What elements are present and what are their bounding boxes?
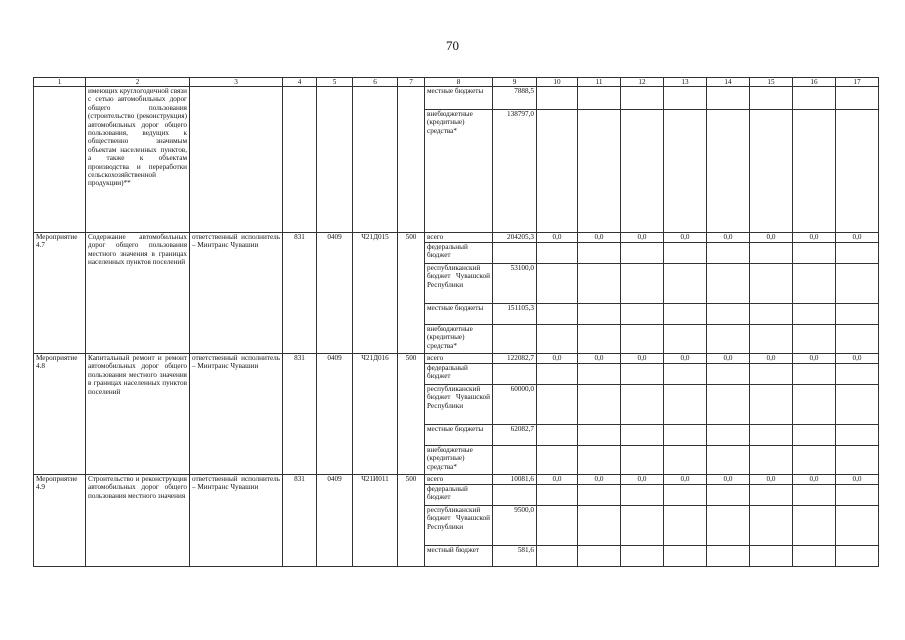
amount-year: 0,0	[621, 475, 664, 485]
page-number: 70	[446, 38, 459, 53]
amount-year: 0,0	[750, 475, 793, 485]
table-row	[34, 354, 879, 364]
amount-total: 60000,0	[493, 385, 537, 425]
target-article-code: Ч21Д015	[353, 233, 398, 354]
header-cell: 15	[750, 78, 793, 87]
measure-description: имеющих круглогодичной связи с сетью автомобильных дорог общего пользования (строительство (реконструкция) автомобильных дорог общего пользования, ведущих к общественно значимым объектам населенных пунктов, а также к объектам производства и переработки сельскохозяйственной продукции)**	[86, 87, 190, 233]
header-cell: 16	[793, 78, 836, 87]
amount-total: 581,6	[493, 546, 537, 567]
amount-year: 0,0	[707, 475, 750, 485]
executor-cell: ответственный исполнитель – Минтранс Чувашии	[190, 475, 283, 567]
header-cell: 6	[353, 78, 398, 87]
amount-total	[493, 243, 537, 264]
amount-total: 62082,7	[493, 425, 537, 446]
measure-description: Содержание автомобильных дорог общего пользования местного значения в границах населенных пунктов поселений	[86, 233, 190, 354]
expense-type-code: 500	[398, 475, 425, 567]
header-cell: 8	[425, 78, 493, 87]
header-cell: 9	[493, 78, 537, 87]
funding-source: местный бюджет	[425, 546, 493, 567]
amount-year: 0,0	[836, 354, 879, 364]
executor-cell: ответственный исполнитель – Минтранс Чувашии	[190, 233, 283, 354]
amount-year: 0,0	[621, 354, 664, 364]
measure-id-cell: Мероприятие 4.9	[34, 475, 86, 567]
amount-total	[493, 325, 537, 354]
amount-year: 0,0	[664, 233, 707, 243]
table-row	[34, 233, 879, 243]
funding-source: республиканский бюджет Чувашской Республики	[425, 385, 493, 425]
amount-year: 0,0	[621, 233, 664, 243]
amount-total	[493, 364, 537, 385]
amount-total: 53100,0	[493, 264, 537, 304]
header-cell: 3	[190, 78, 283, 87]
measure-description: Капитальный ремонт и ремонт автомобильных дорог общего пользования местного значения в границах населенных пунктов поселений	[86, 354, 190, 475]
executor-cell	[190, 87, 283, 233]
header-cell: 7	[398, 78, 425, 87]
amount-year: 0,0	[537, 233, 578, 243]
amount-year: 0,0	[537, 354, 578, 364]
grbs-code: 831	[283, 475, 317, 567]
amount-year: 0,0	[793, 233, 836, 243]
amount-total: 9500,0	[493, 506, 537, 546]
measure-description: Строительство и реконструкция автомобильных дорог общего пользования местного значения	[86, 475, 190, 567]
target-article-code	[353, 87, 398, 233]
funding-source: всего	[425, 475, 493, 485]
amount-year: 0,0	[578, 354, 621, 364]
table-row	[34, 475, 879, 485]
amount-year: 0,0	[836, 233, 879, 243]
measure-id-cell: Мероприятие 4.7	[34, 233, 86, 354]
funding-source: внебюджетные (кредитные) средства*	[425, 325, 493, 354]
amount-total: 204205,3	[493, 233, 537, 243]
measure-id-cell: Мероприятие 4.8	[34, 354, 86, 475]
amount-year: 0,0	[664, 475, 707, 485]
header-row	[34, 78, 879, 87]
header-cell: 17	[836, 78, 879, 87]
amount-year: 0,0	[664, 354, 707, 364]
funding-source: внебюджетные (кредитные) средства*	[425, 110, 493, 233]
table-row	[34, 87, 879, 110]
funding-source: местные бюджеты	[425, 425, 493, 446]
section-code	[317, 87, 353, 233]
funding-source: местные бюджеты	[425, 87, 493, 110]
section-code: 0409	[317, 475, 353, 567]
amount-total	[493, 485, 537, 506]
funding-source: местные бюджеты	[425, 304, 493, 325]
funding-source: федеральный бюджет	[425, 485, 493, 506]
amount-year: 0,0	[707, 233, 750, 243]
funding-source: республиканский бюджет Чувашской Республики	[425, 264, 493, 304]
funding-source: республиканский бюджет Чувашской Республики	[425, 506, 493, 546]
target-article-code: Ч21И011	[353, 475, 398, 567]
header-cell: 11	[578, 78, 621, 87]
header-cell: 10	[537, 78, 578, 87]
funding-source: федеральный бюджет	[425, 243, 493, 264]
header-cell: 2	[86, 78, 190, 87]
target-article-code: Ч21Д016	[353, 354, 398, 475]
amount-year: 0,0	[793, 354, 836, 364]
amount-total: 138797,0	[493, 110, 537, 233]
amount-total: 151105,3	[493, 304, 537, 325]
amount-year: 0,0	[750, 233, 793, 243]
funding-source: всего	[425, 233, 493, 243]
header-cell: 14	[707, 78, 750, 87]
section-code: 0409	[317, 233, 353, 354]
amount-year: 0,0	[750, 354, 793, 364]
amount-year: 0,0	[578, 475, 621, 485]
measure-id-cell	[34, 87, 86, 233]
amount-total: 122082,7	[493, 354, 537, 364]
grbs-code: 831	[283, 354, 317, 475]
funding-source: федеральный бюджет	[425, 364, 493, 385]
expense-type-code: 500	[398, 233, 425, 354]
amount-year: 0,0	[578, 233, 621, 243]
amount-total: 10081,6	[493, 475, 537, 485]
amount-year: 0,0	[793, 475, 836, 485]
header-cell: 13	[664, 78, 707, 87]
expense-type-code	[398, 87, 425, 233]
header-cell: 4	[283, 78, 317, 87]
amount-total	[493, 446, 537, 475]
grbs-code: 831	[283, 233, 317, 354]
header-cell: 12	[621, 78, 664, 87]
amount-total: 7888,5	[493, 87, 537, 110]
amount-year: 0,0	[836, 475, 879, 485]
executor-cell: ответственный исполнитель – Минтранс Чувашии	[190, 354, 283, 475]
expense-type-code: 500	[398, 354, 425, 475]
grbs-code	[283, 87, 317, 233]
funding-source: внебюджетные (кредитные) средства*	[425, 446, 493, 475]
budget-table	[33, 77, 879, 567]
amount-year: 0,0	[707, 354, 750, 364]
amount-year: 0,0	[537, 475, 578, 485]
header-cell: 1	[34, 78, 86, 87]
section-code: 0409	[317, 354, 353, 475]
header-cell: 5	[317, 78, 353, 87]
funding-source: всего	[425, 354, 493, 364]
